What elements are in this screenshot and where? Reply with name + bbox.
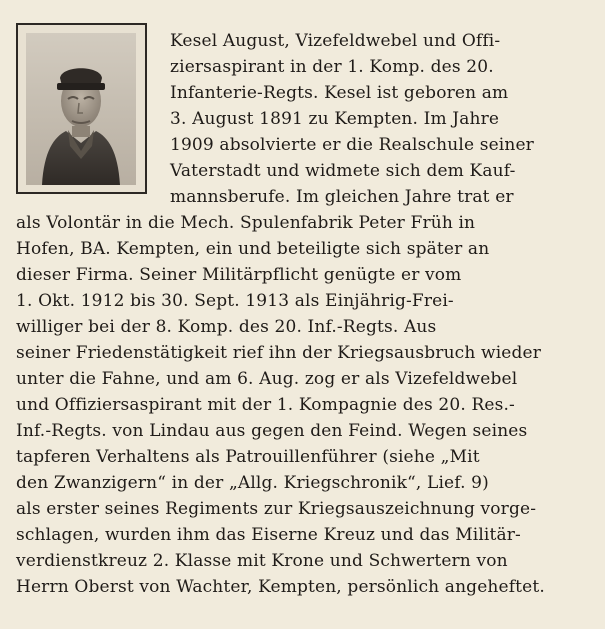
text-line — [170, 132, 585, 158]
text-line — [16, 496, 585, 522]
text-line-content: tapferen Verhaltens als Patrouillenführer (siehe „Mit — [16, 447, 480, 467]
text-line — [16, 366, 585, 392]
text-line — [16, 574, 585, 600]
text-line-content: den Zwanzigern“ in der „Allg. Kriegschronik“, Lief. 9) — [16, 473, 489, 493]
text-line-content: unter die Fahne, und am 6. Aug. zog er als Vizefeldwebel — [16, 369, 518, 389]
text-line — [16, 314, 585, 340]
text-line — [16, 392, 585, 418]
text-line — [170, 158, 585, 184]
text-line — [16, 522, 585, 548]
text-line-content: Hofen, BA. Kempten, ein und beteiligte sich später an — [16, 239, 490, 259]
text-line — [16, 236, 585, 262]
portrait-photo-icon — [26, 33, 136, 185]
text-line-content: Infanterie-Regts. Kesel ist geboren am — [170, 83, 509, 103]
text-line — [16, 340, 585, 366]
text-line — [170, 80, 585, 106]
text-line-content: als erster seines Regiments zur Kriegsauszeichnung vorge- — [16, 499, 537, 519]
text-line-content: Herrn Oberst von Wachter, Kempten, persönlich angeheftet. — [16, 577, 545, 597]
text-line-content: Kesel August, Vizefeldwebel und Offi- — [170, 31, 501, 51]
text-line-content: ziersaspirant in der 1. Komp. des 20. — [170, 57, 494, 77]
text-line — [16, 418, 585, 444]
text-line-content: seiner Friedenstätigkeit rief ihn der Kriegsausbruch wieder — [16, 343, 542, 363]
text-line-content: verdienstkreuz 2. Klasse mit Krone und Schwertern von — [16, 551, 508, 571]
text-line-content: und Offiziersaspirant mit der 1. Kompagnie des 20. Res.- — [16, 395, 515, 415]
text-line — [16, 288, 585, 314]
text-line-content: 1. Okt. 1912 bis 30. Sept. 1913 als Einjährig-Frei- — [16, 291, 454, 311]
text-line — [16, 444, 585, 470]
text-line — [170, 106, 585, 132]
text-line-content: 3. August 1891 zu Kempten. Im Jahre — [170, 109, 500, 129]
text-line — [16, 548, 585, 574]
text-line-content: williger bei der 8. Komp. des 20. Inf.-Regts. Aus — [16, 317, 437, 337]
text-line — [16, 210, 585, 236]
text-line — [170, 184, 585, 210]
text-line-content: als Volontär in die Mech. Spulenfabrik Peter Früh in — [16, 213, 476, 233]
text-line-content: 1909 absolvierte er die Realschule seiner — [170, 135, 534, 155]
text-line — [16, 262, 585, 288]
text-line — [170, 28, 585, 54]
text-line-content: Vaterstadt und widmete sich dem Kauf- — [170, 161, 516, 181]
text-line — [16, 470, 585, 496]
portrait-photo — [26, 33, 136, 185]
text-line-content: dieser Firma. Seiner Militärpflicht genügte er vom — [16, 265, 462, 285]
portrait-frame — [16, 23, 147, 194]
text-line-content: Inf.-Regts. von Lindau aus gegen den Feind. Wegen seines — [16, 421, 528, 441]
text-line-content: mannsberufe. Im gleichen Jahre trat er — [170, 187, 514, 207]
text-line — [170, 54, 585, 80]
text-line-content: schlagen, wurden ihm das Eiserne Kreuz und das Militär- — [16, 525, 521, 545]
